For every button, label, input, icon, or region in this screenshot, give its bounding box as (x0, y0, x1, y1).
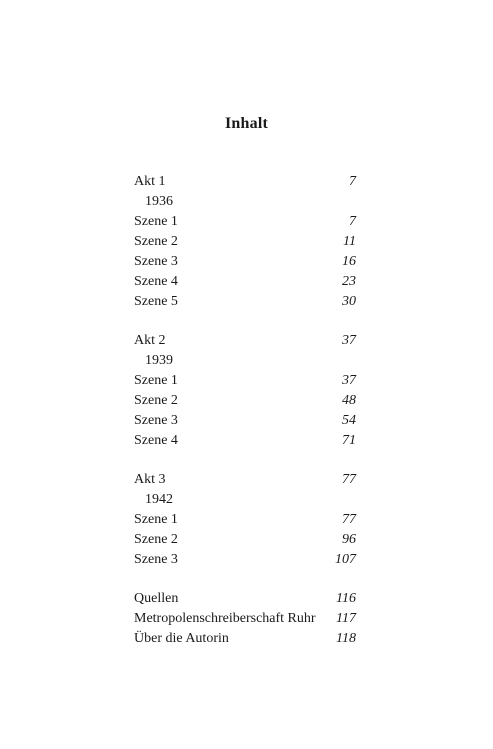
toc-entry-label: Szene 3 (134, 552, 178, 567)
toc-entry-label: Szene 2 (134, 234, 178, 249)
section-spacer (134, 451, 356, 470)
toc-entry-label: Akt 1 (134, 174, 166, 189)
toc-entry-scene (134, 292, 356, 312)
toc-entry-page: 23 (342, 274, 356, 289)
toc-entry-scene (134, 252, 356, 272)
toc-entry-year (134, 490, 356, 510)
toc-entry-page: 16 (342, 254, 356, 269)
toc-year-label: 1939 (145, 353, 173, 368)
toc-entry-label: Szene 4 (134, 274, 178, 289)
toc-entry-page: 77 (342, 472, 356, 487)
toc-entry-page: 107 (335, 552, 356, 567)
toc-entry-scene (134, 510, 356, 530)
toc-entry-act-3 (134, 470, 356, 490)
toc-entry-label: Szene 1 (134, 373, 178, 388)
toc-entry-page: 48 (342, 393, 356, 408)
toc-entry-scene (134, 212, 356, 232)
toc-entry-label: Akt 2 (134, 333, 166, 348)
toc-entry-year (134, 192, 356, 212)
toc-entry-about-author (134, 629, 356, 649)
toc-entry-scene (134, 272, 356, 292)
toc-entry-label: Szene 3 (134, 413, 178, 428)
toc-entry-year (134, 351, 356, 371)
toc-entry-label: Szene 1 (134, 512, 178, 527)
toc-entry-scene (134, 232, 356, 252)
toc-entry-label: Szene 3 (134, 254, 178, 269)
toc-entry-page: 71 (342, 433, 356, 448)
section-spacer (134, 312, 356, 331)
toc-entry-page: 54 (342, 413, 356, 428)
toc-entry-label: Quellen (134, 591, 179, 606)
toc-entry-page: 11 (343, 234, 356, 249)
toc-entry-label: Metropolenschreiberschaft Ruhr (134, 611, 316, 626)
toc-entry-page: 7 (349, 214, 356, 229)
toc-entry-page: 117 (336, 611, 356, 626)
toc-entry-label: Szene 2 (134, 393, 178, 408)
toc-entry-page: 96 (342, 532, 356, 547)
toc-entry-scene (134, 550, 356, 570)
toc-entry-page: 116 (336, 591, 356, 606)
table-of-contents (134, 172, 356, 649)
toc-entry-act-1 (134, 172, 356, 192)
toc-entry-scene (134, 391, 356, 411)
toc-entry-scene (134, 530, 356, 550)
toc-entry-scene (134, 371, 356, 391)
toc-year-label: 1936 (145, 194, 173, 209)
toc-entry-page: 7 (349, 174, 356, 189)
toc-entry-label: Über die Autorin (134, 631, 229, 646)
toc-entry-scene (134, 411, 356, 431)
toc-entry-page: 30 (342, 294, 356, 309)
toc-entry-act-2 (134, 331, 356, 351)
toc-entry-page: 77 (342, 512, 356, 527)
toc-entry-sources (134, 589, 356, 609)
section-spacer (134, 570, 356, 589)
toc-entry-label: Akt 3 (134, 472, 166, 487)
toc-entry-label: Szene 2 (134, 532, 178, 547)
toc-entry-residency (134, 609, 356, 629)
toc-entry-page: 37 (342, 333, 356, 348)
toc-entry-page: 37 (342, 373, 356, 388)
toc-entry-scene (134, 431, 356, 451)
toc-entry-page: 118 (336, 631, 356, 646)
toc-entry-label: Szene 1 (134, 214, 178, 229)
page-title: Inhalt (225, 115, 268, 132)
toc-entry-label: Szene 4 (134, 433, 178, 448)
toc-entry-label: Szene 5 (134, 294, 178, 309)
toc-year-label: 1942 (145, 492, 173, 507)
